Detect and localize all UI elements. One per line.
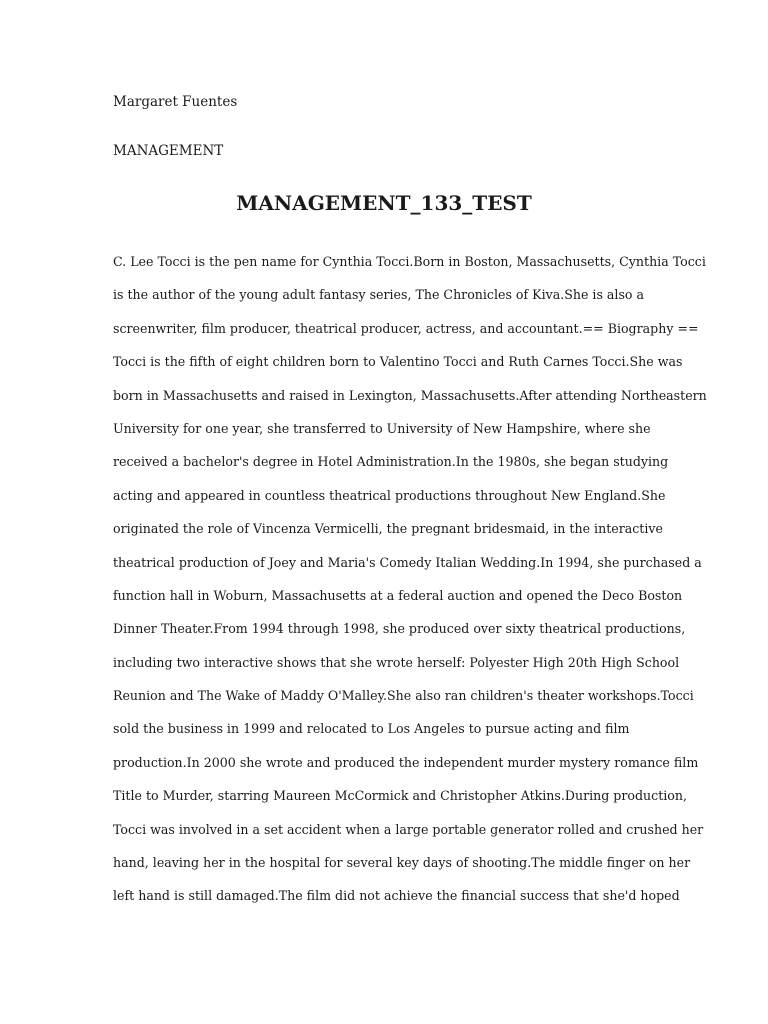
body-text bbox=[113, 252, 707, 920]
body-line: Dinner Theater.From 1994 through 1998, she produced over sixty theatrical productions, bbox=[113, 621, 686, 637]
body-line: Reunion and The Wake of Maddy O'Malley.She also ran children's theater workshops.Tocci bbox=[113, 688, 694, 704]
document-title: MANAGEMENT_133_TEST bbox=[236, 191, 532, 215]
body-line: function hall in Woburn, Massachusetts at a federal auction and opened the Deco Boston bbox=[113, 587, 683, 603]
body-line: received a bachelor's degree in Hotel Administration.In the 1980s, she began studying bbox=[113, 454, 669, 470]
course-name: MANAGEMENT bbox=[113, 143, 224, 159]
body-line: Tocci is the fifth of eight children born to Valentino Tocci and Ruth Carnes Tocci.She was bbox=[113, 354, 683, 370]
author-name: Margaret Fuentes bbox=[113, 94, 238, 110]
body-line: left hand is still damaged.The film did not achieve the financial success that she'd hoped bbox=[113, 888, 680, 904]
body-line: hand, leaving her in the hospital for several key days of shooting.The middle finger on her bbox=[113, 855, 691, 871]
body-line: sold the business in 1999 and relocated to Los Angeles to pursue acting and film bbox=[113, 721, 630, 737]
body-line: Title to Murder, starring Maureen McCormick and Christopher Atkins.During production, bbox=[113, 788, 687, 804]
body-line: theatrical production of Joey and Maria's Comedy Italian Wedding.In 1994, she purchased a bbox=[113, 554, 702, 570]
body-line: originated the role of Vincenza Vermicelli, the pregnant bridesmaid, in the interactive bbox=[113, 521, 663, 537]
body-line: acting and appeared in countless theatrical productions throughout New England.She bbox=[113, 487, 666, 503]
body-line: including two interactive shows that she wrote herself: Polyester High 20th High School bbox=[113, 654, 680, 670]
body-line: Tocci was involved in a set accident when a large portable generator rolled and crushed her bbox=[113, 821, 704, 837]
body-line: is the author of the young adult fantasy series, The Chronicles of Kiva.She is also a bbox=[113, 287, 645, 303]
body-line: University for one year, she transferred to University of New Hampshire, where she bbox=[113, 420, 651, 436]
body-line: screenwriter, film producer, theatrical producer, actress, and accountant.== Biography == bbox=[113, 320, 699, 336]
body-line: production.In 2000 she wrote and produced the independent murder mystery romance film bbox=[113, 754, 699, 770]
body-line: born in Massachusetts and raised in Lexington, Massachusetts.After attending Northeastern bbox=[113, 387, 707, 403]
body-line: C. Lee Tocci is the pen name for Cynthia Tocci.Born in Boston, Massachusetts, Cynthia Tocci bbox=[113, 254, 706, 269]
